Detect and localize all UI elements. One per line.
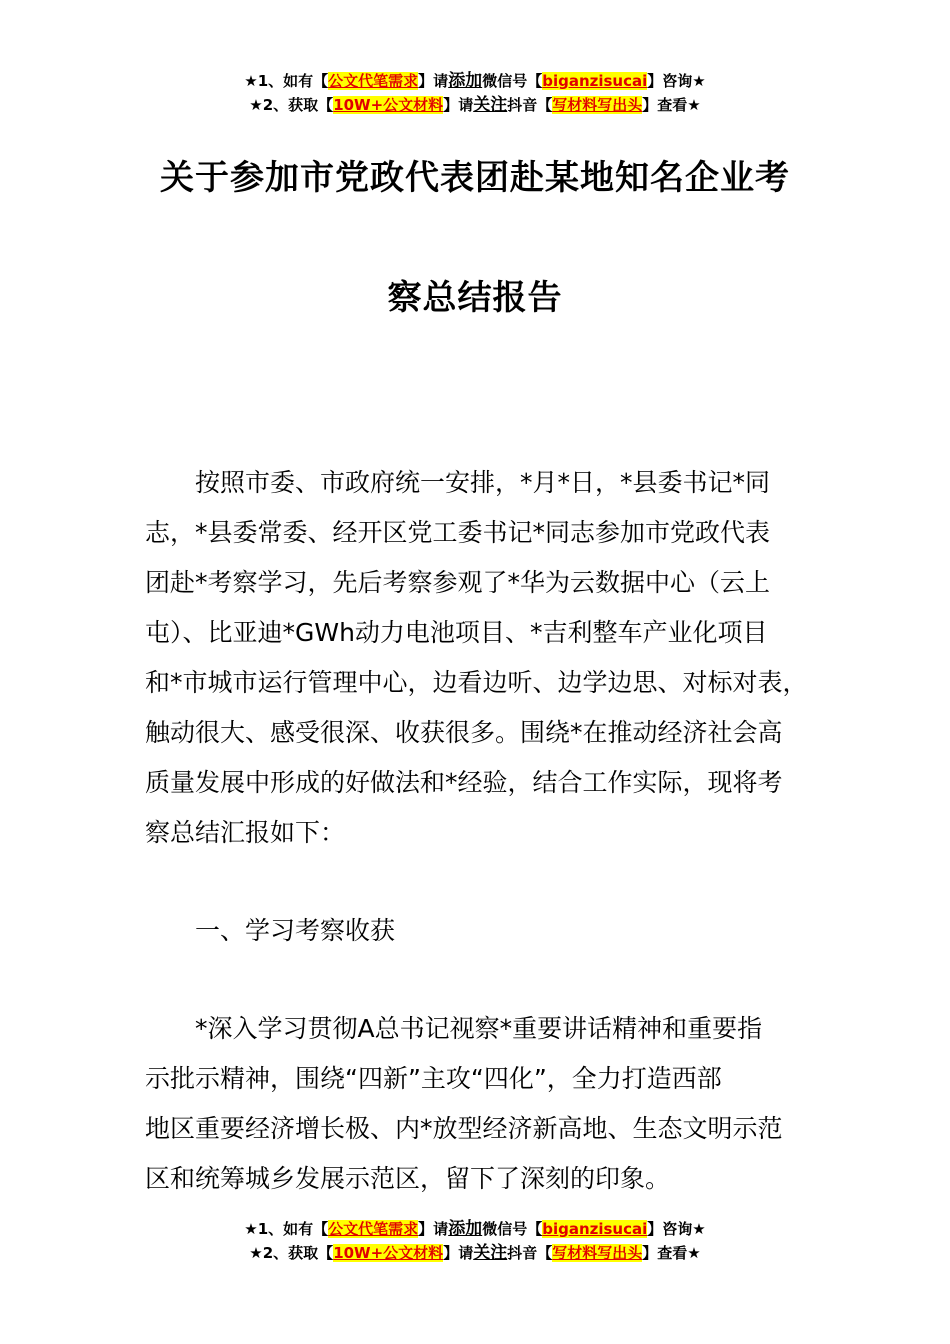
ad-banner-line-2 — [0, 94, 950, 116]
ad-underlined-text: 添加 — [448, 1219, 483, 1239]
body-paragraph-2 — [145, 1004, 835, 1204]
document-title-line-1: 关于参加市党政代表团赴某地知名企业考 — [160, 158, 790, 198]
paragraph-line: 按照市委、市政府统一安排，*月*日，*县委书记*同 — [145, 468, 771, 497]
ad-text: 】请 — [443, 1244, 474, 1262]
ad-text: 抖音【 — [507, 96, 553, 114]
section-heading: 一、学习考察收获 — [195, 916, 396, 945]
ad-highlight-wechat-id: biganzisucai — [542, 72, 648, 90]
ad-text: 】请 — [418, 1220, 449, 1238]
ad-text: ★1、如有【 — [244, 72, 329, 90]
ad-banner-line-1 — [0, 70, 950, 92]
ad-banner-footer-line-2 — [0, 1242, 950, 1264]
paragraph-line: 区和统筹城乡发展示范区，留下了深刻的印象。 — [145, 1164, 671, 1193]
ad-highlight-materials: 10W+公文材料 — [333, 1244, 444, 1262]
ad-text: 抖音【 — [507, 1244, 553, 1262]
paragraph-line: 质量发展中形成的好做法和*经验，结合工作实际，现将考 — [145, 768, 783, 797]
ad-highlight-douyin: 写材料写出头 — [552, 96, 643, 114]
paragraph-line: 屯）、比亚迪*GWh动力电池项目、*吉利整车产业化项目 — [145, 618, 768, 647]
paragraph-line: 和*市城市运行管理中心，边看边听、边学边思、对标对表， — [145, 668, 808, 697]
ad-text: 】请 — [418, 72, 449, 90]
ad-text: ★1、如有【 — [244, 1220, 329, 1238]
ad-text: 】查看★ — [642, 1244, 701, 1262]
document-title-line-2: 察总结报告 — [387, 278, 563, 318]
ad-highlight-douyin: 写材料写出头 — [552, 1244, 643, 1262]
ad-underlined-text: 关注 — [473, 95, 508, 115]
paragraph-line: 察总结汇报如下： — [145, 818, 346, 847]
paragraph-line: 示批示精神，围绕“四新”主攻“四化”，全力打造西部 — [145, 1064, 722, 1093]
paragraph-line: 志，*县委常委、经开区党工委书记*同志参加市党政代表 — [145, 518, 771, 547]
paragraph-line: 团赴*考察学习，先后考察参观了*华为云数据中心（云上 — [145, 568, 771, 597]
ad-underlined-text: 添加 — [448, 71, 483, 91]
ad-highlight-service: 公文代笔需求 — [328, 1220, 419, 1238]
ad-text: ★2、获取【 — [249, 96, 334, 114]
ad-highlight-materials: 10W+公文材料 — [333, 96, 444, 114]
ad-underlined-text: 关注 — [473, 1243, 508, 1263]
paragraph-line: 触动很大、感受很深、收获很多。围绕*在推动经济社会高 — [145, 718, 783, 747]
paragraph-line: 地区重要经济增长极、内*放型经济新高地、生态文明示范 — [145, 1114, 783, 1143]
ad-banner-footer-line-1 — [0, 1218, 950, 1240]
ad-highlight-wechat-id: biganzisucai — [542, 1220, 648, 1238]
ad-text: 】咨询★ — [647, 72, 706, 90]
ad-text: 微信号【 — [482, 1220, 543, 1238]
ad-text: ★2、获取【 — [249, 1244, 334, 1262]
body-paragraph-1 — [145, 458, 835, 858]
ad-text: 】查看★ — [642, 96, 701, 114]
ad-text: 】请 — [443, 96, 474, 114]
ad-text: 微信号【 — [482, 72, 543, 90]
ad-text: 】咨询★ — [647, 1220, 706, 1238]
ad-highlight-service: 公文代笔需求 — [328, 72, 419, 90]
paragraph-line: *深入学习贯彻A总书记视察*重要讲话精神和重要指 — [145, 1014, 763, 1043]
